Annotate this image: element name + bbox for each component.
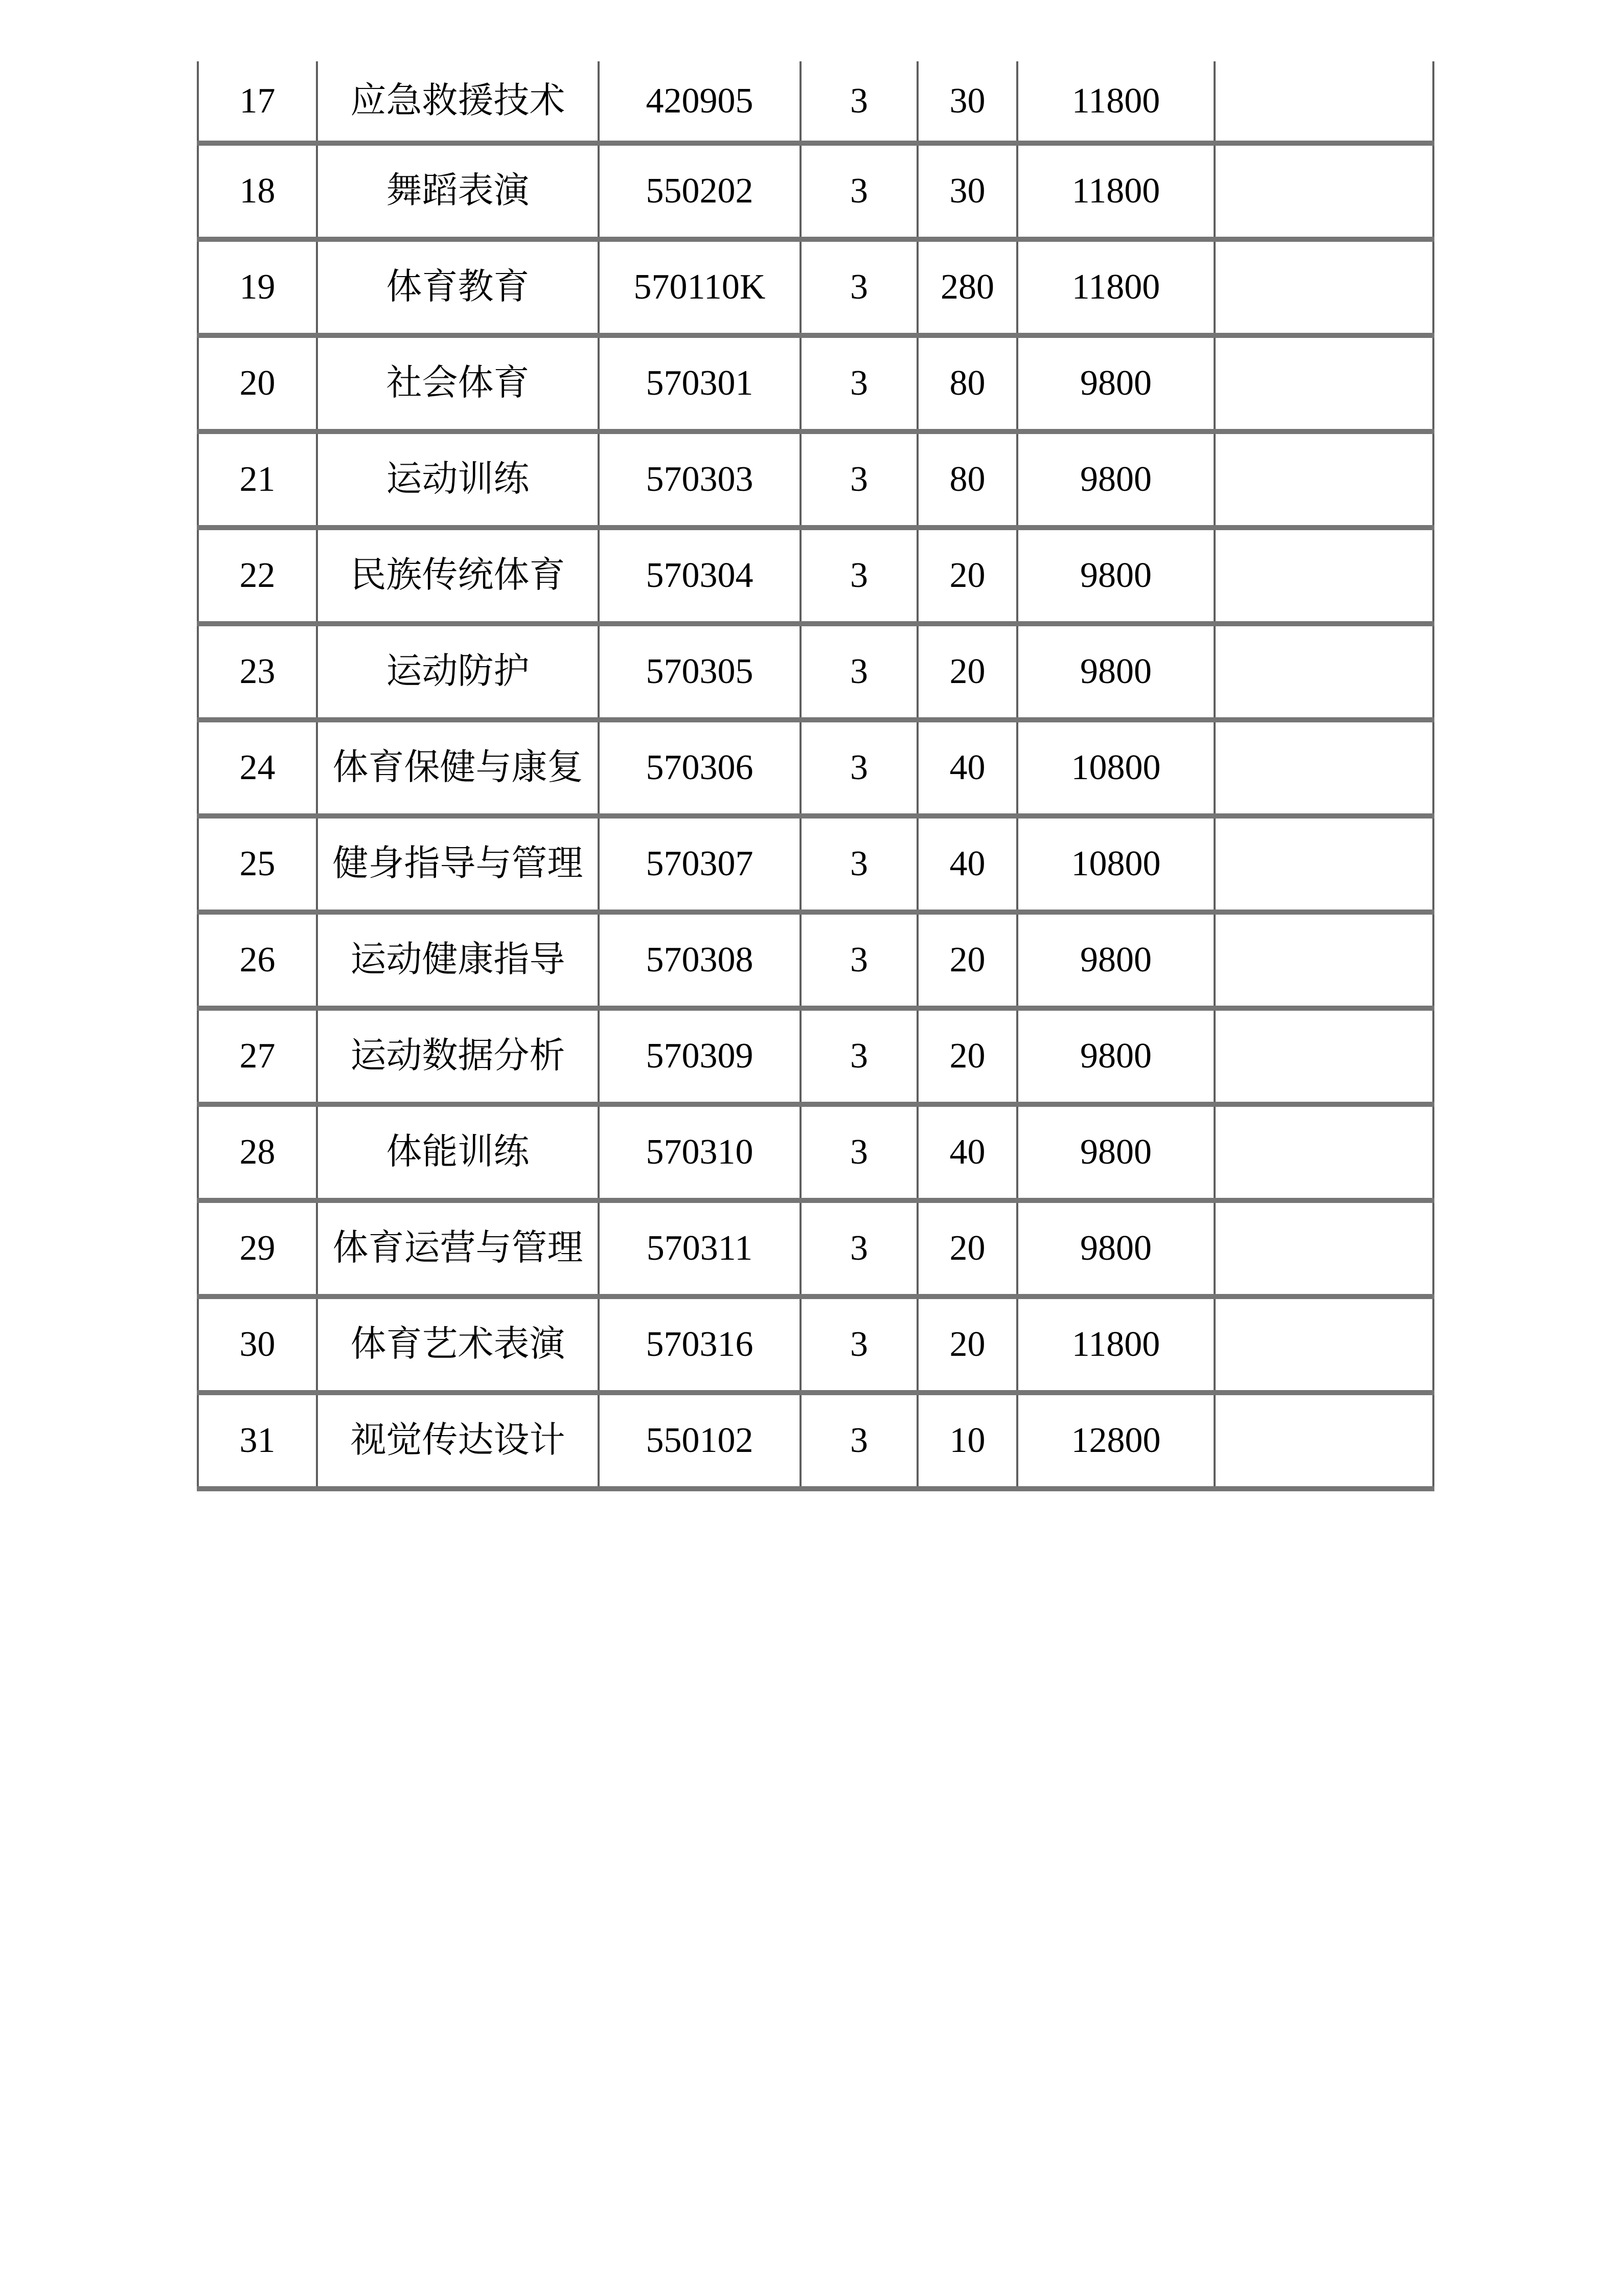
cell-program-name: 体能训练 (316, 1107, 598, 1198)
cell-tuition-fee: 9800 (1016, 1203, 1214, 1294)
cell-program-name: 社会体育 (316, 338, 598, 429)
cell-row-number: 20 (197, 338, 316, 429)
cell-remark (1214, 1299, 1434, 1390)
cell-row-number: 22 (197, 530, 316, 621)
cell-plan-count: 10 (917, 1395, 1016, 1486)
cell-row-number: 28 (197, 1107, 316, 1198)
cell-program-code: 570311 (598, 1203, 799, 1294)
cell-program-name: 体育保健与康复 (316, 722, 598, 813)
cell-study-length: 3 (799, 530, 917, 621)
cell-study-length: 3 (799, 146, 917, 237)
cell-program-name: 体育艺术表演 (316, 1299, 598, 1390)
cell-study-length: 3 (799, 434, 917, 525)
cell-program-code: 570316 (598, 1299, 799, 1390)
cell-row-number: 18 (197, 146, 316, 237)
cell-program-name: 民族传统体育 (316, 530, 598, 621)
cell-tuition-fee: 9800 (1016, 434, 1214, 525)
cell-plan-count: 20 (917, 1203, 1016, 1294)
cell-plan-count: 40 (917, 819, 1016, 910)
cell-tuition-fee: 11800 (1016, 242, 1214, 333)
table-row (197, 1203, 1434, 1299)
cell-program-code: 570301 (598, 338, 799, 429)
table-row (197, 1299, 1434, 1395)
cell-row-number: 29 (197, 1203, 316, 1294)
cell-study-length: 3 (799, 242, 917, 333)
cell-tuition-fee: 9800 (1016, 1011, 1214, 1102)
table-row (197, 819, 1434, 915)
cell-tuition-fee: 9800 (1016, 1107, 1214, 1198)
cell-program-code: 570308 (598, 915, 799, 1006)
cell-row-number: 25 (197, 819, 316, 910)
cell-plan-count: 20 (917, 1011, 1016, 1102)
cell-tuition-fee: 11800 (1016, 61, 1214, 141)
cell-tuition-fee: 9800 (1016, 338, 1214, 429)
cell-plan-count: 30 (917, 61, 1016, 141)
cell-remark (1214, 626, 1434, 717)
cell-remark (1214, 146, 1434, 237)
table-row (197, 626, 1434, 722)
cell-program-code: 570307 (598, 819, 799, 910)
cell-program-name: 应急救援技术 (316, 61, 598, 141)
cell-study-length: 3 (799, 1299, 917, 1390)
cell-row-number: 17 (197, 61, 316, 141)
cell-program-name: 运动防护 (316, 626, 598, 717)
cell-study-length: 3 (799, 1107, 917, 1198)
cell-plan-count: 20 (917, 530, 1016, 621)
cell-remark (1214, 1107, 1434, 1198)
cell-row-number: 31 (197, 1395, 316, 1486)
cell-program-code: 570309 (598, 1011, 799, 1102)
cell-program-code: 570304 (598, 530, 799, 621)
cell-program-name: 运动健康指导 (316, 915, 598, 1006)
table-row (197, 434, 1434, 530)
cell-plan-count: 20 (917, 915, 1016, 1006)
cell-tuition-fee: 11800 (1016, 146, 1214, 237)
cell-tuition-fee: 10800 (1016, 819, 1214, 910)
cell-remark (1214, 1011, 1434, 1102)
cell-study-length: 3 (799, 1011, 917, 1102)
cell-program-code: 570305 (598, 626, 799, 717)
cell-row-number: 24 (197, 722, 316, 813)
cell-plan-count: 40 (917, 1107, 1016, 1198)
cell-program-name: 体育运营与管理 (316, 1203, 598, 1294)
cell-program-code: 570303 (598, 434, 799, 525)
table-row (197, 915, 1434, 1011)
cell-plan-count: 40 (917, 722, 1016, 813)
table-row (197, 146, 1434, 242)
cell-row-number: 26 (197, 915, 316, 1006)
cell-row-number: 27 (197, 1011, 316, 1102)
table-row (197, 722, 1434, 819)
cell-study-length: 3 (799, 915, 917, 1006)
cell-remark (1214, 1203, 1434, 1294)
table-row (197, 242, 1434, 338)
cell-remark (1214, 1395, 1434, 1486)
cell-tuition-fee: 12800 (1016, 1395, 1214, 1486)
cell-program-code: 420905 (598, 61, 799, 141)
cell-tuition-fee: 10800 (1016, 722, 1214, 813)
cell-study-length: 3 (799, 61, 917, 141)
cell-tuition-fee: 11800 (1016, 1299, 1214, 1390)
cell-remark (1214, 434, 1434, 525)
table-row (197, 1107, 1434, 1203)
cell-program-code: 570306 (598, 722, 799, 813)
cell-plan-count: 20 (917, 626, 1016, 717)
cell-study-length: 3 (799, 1203, 917, 1294)
cell-remark (1214, 819, 1434, 910)
cell-program-name: 视觉传达设计 (316, 1395, 598, 1486)
cell-row-number: 30 (197, 1299, 316, 1390)
cell-program-code: 550102 (598, 1395, 799, 1486)
cell-study-length: 3 (799, 626, 917, 717)
table-row (197, 1011, 1434, 1107)
cell-tuition-fee: 9800 (1016, 915, 1214, 1006)
cell-program-name: 体育教育 (316, 242, 598, 333)
cell-plan-count: 80 (917, 434, 1016, 525)
cell-program-name: 运动数据分析 (316, 1011, 598, 1102)
cell-program-code: 570310 (598, 1107, 799, 1198)
cell-plan-count: 20 (917, 1299, 1016, 1390)
cell-program-name: 运动训练 (316, 434, 598, 525)
program-fee-table (197, 61, 1434, 1491)
cell-plan-count: 280 (917, 242, 1016, 333)
cell-program-name: 健身指导与管理 (316, 819, 598, 910)
cell-program-code: 570110K (598, 242, 799, 333)
cell-remark (1214, 61, 1434, 141)
cell-program-code: 550202 (598, 146, 799, 237)
cell-program-name: 舞蹈表演 (316, 146, 598, 237)
table-row (197, 338, 1434, 434)
cell-tuition-fee: 9800 (1016, 626, 1214, 717)
cell-row-number: 19 (197, 242, 316, 333)
cell-plan-count: 30 (917, 146, 1016, 237)
cell-tuition-fee: 9800 (1016, 530, 1214, 621)
cell-remark (1214, 915, 1434, 1006)
cell-plan-count: 80 (917, 338, 1016, 429)
table-row (197, 1395, 1434, 1491)
cell-row-number: 23 (197, 626, 316, 717)
cell-remark (1214, 338, 1434, 429)
cell-study-length: 3 (799, 338, 917, 429)
table-row (197, 61, 1434, 146)
cell-study-length: 3 (799, 722, 917, 813)
cell-row-number: 21 (197, 434, 316, 525)
cell-study-length: 3 (799, 819, 917, 910)
cell-remark (1214, 530, 1434, 621)
cell-remark (1214, 722, 1434, 813)
cell-remark (1214, 242, 1434, 333)
table-row (197, 530, 1434, 626)
cell-study-length: 3 (799, 1395, 917, 1486)
